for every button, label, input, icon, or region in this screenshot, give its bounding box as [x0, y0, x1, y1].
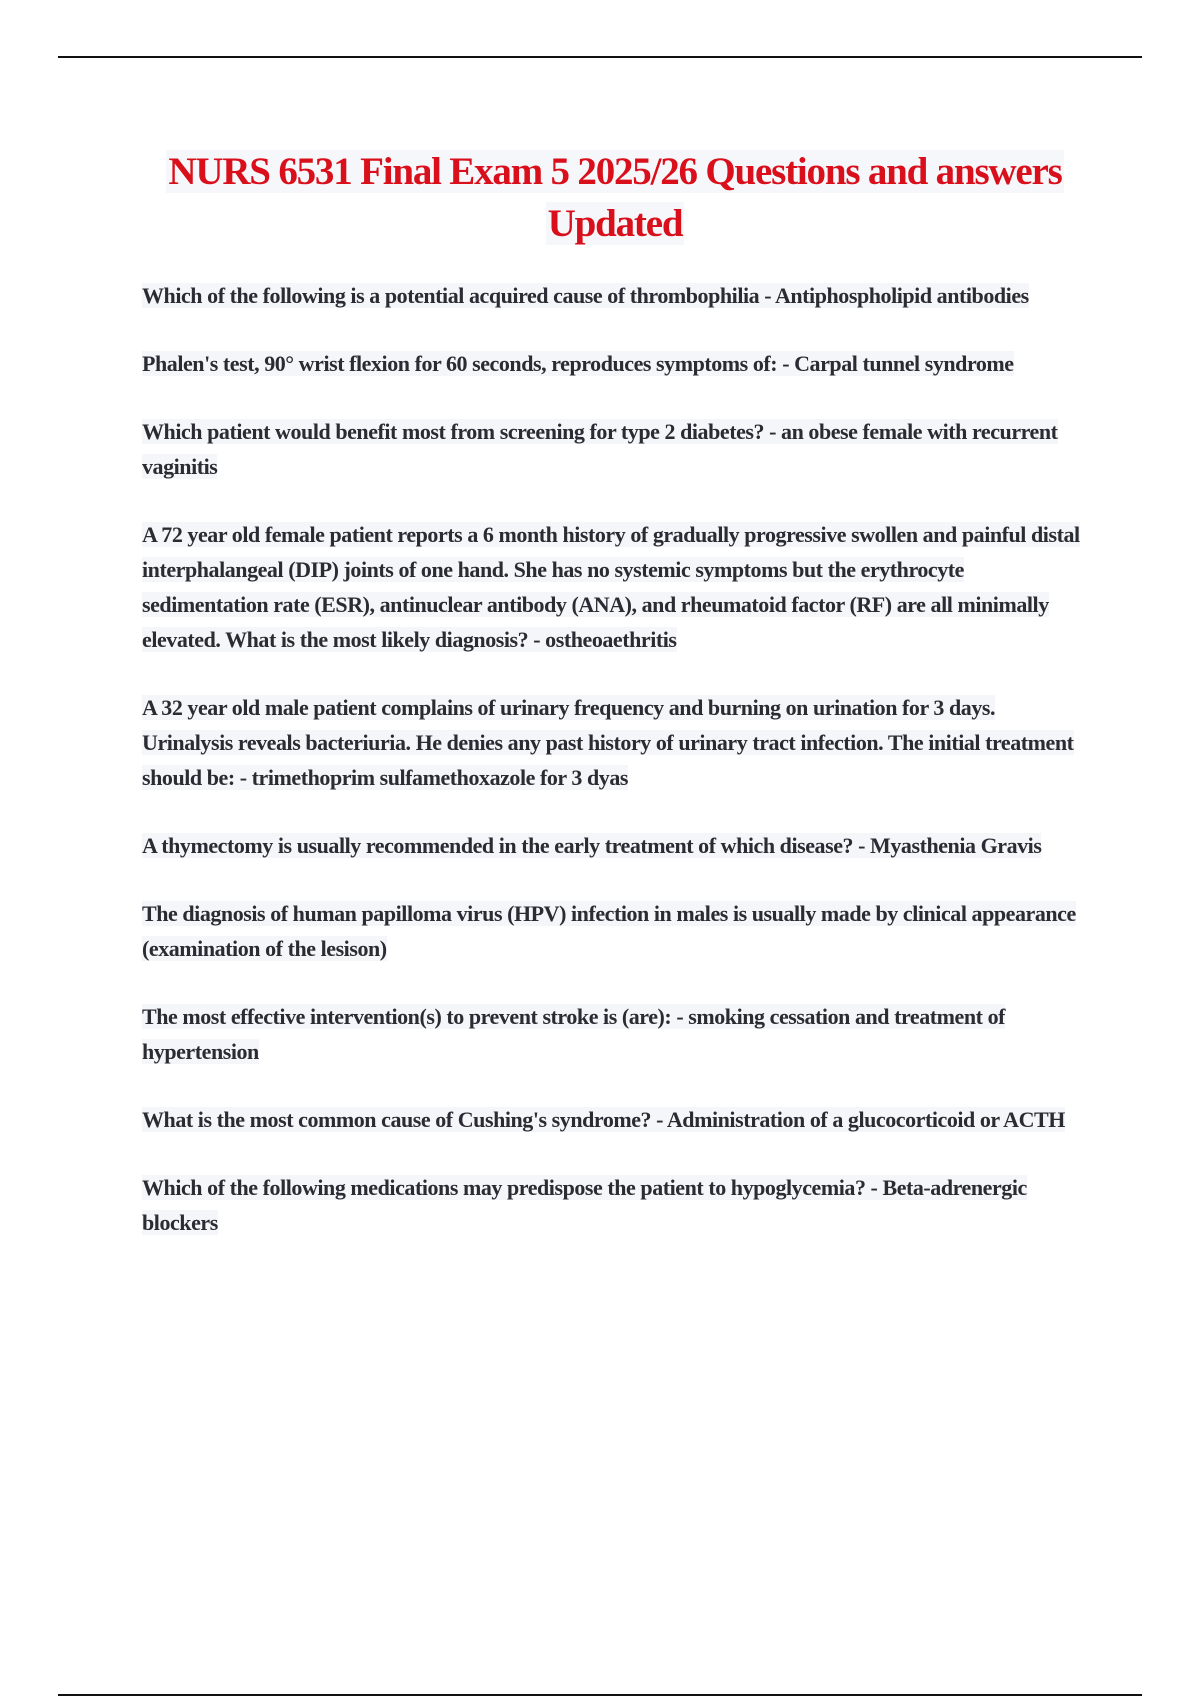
qa-item: Which patient would benefit most from screening for type 2 diabetes? - an obese female with recurrent vaginitis	[142, 419, 1058, 479]
qa-item: Phalen's test, 90° wrist flexion for 60 seconds, reproduces symptoms of: - Carpal tunnel syndrome	[142, 351, 1014, 376]
qa-item: A 72 year old female patient reports a 6 month history of gradually progressive swollen and painful distal interphalangeal (DIP) joints of one hand. She has no systemic symptoms but the erythrocyte sedimentation rate (ESR), antinuclear antibody (ANA), and rheumatoid factor (RF) are all minimally elevated. What is the most likely diagnosis? - ostheoaethritis	[142, 522, 1080, 652]
qa-item: A thymectomy is usually recommended in the early treatment of which disease? - Myasthenia Gravis	[142, 833, 1042, 858]
qa-item: What is the most common cause of Cushing's syndrome? - Administration of a glucocorticoid or ACTH	[142, 1107, 1065, 1132]
document-title	[140, 146, 1090, 250]
qa-item: The diagnosis of human papilloma virus (HPV) infection in males is usually made by clinical appearance (examination of the lesison)	[142, 901, 1076, 961]
title-line-2: Updated	[547, 202, 683, 245]
qa-item: A 32 year old male patient complains of urinary frequency and burning on urination for 3 days. Urinalysis reveals bacteriuria. He denies any past history of urinary tract infection. The initial treatment should be: - trimethoprim sulfamethoxazole for 3 dyas	[142, 695, 1074, 790]
title-line-1: NURS 6531 Final Exam 5 2025/26 Questions and answers	[168, 150, 1062, 193]
qa-list	[142, 278, 1088, 1273]
bottom-rule	[58, 1694, 1142, 1696]
qa-item: Which of the following is a potential acquired cause of thrombophilia - Antiphospholipid antibodies	[142, 283, 1029, 308]
qa-item: The most effective intervention(s) to prevent stroke is (are): - smoking cessation and treatment of hypertension	[142, 1004, 1005, 1064]
top-rule	[58, 56, 1142, 58]
qa-item: Which of the following medications may predispose the patient to hypoglycemia? - Beta-adrenergic blockers	[142, 1175, 1027, 1235]
